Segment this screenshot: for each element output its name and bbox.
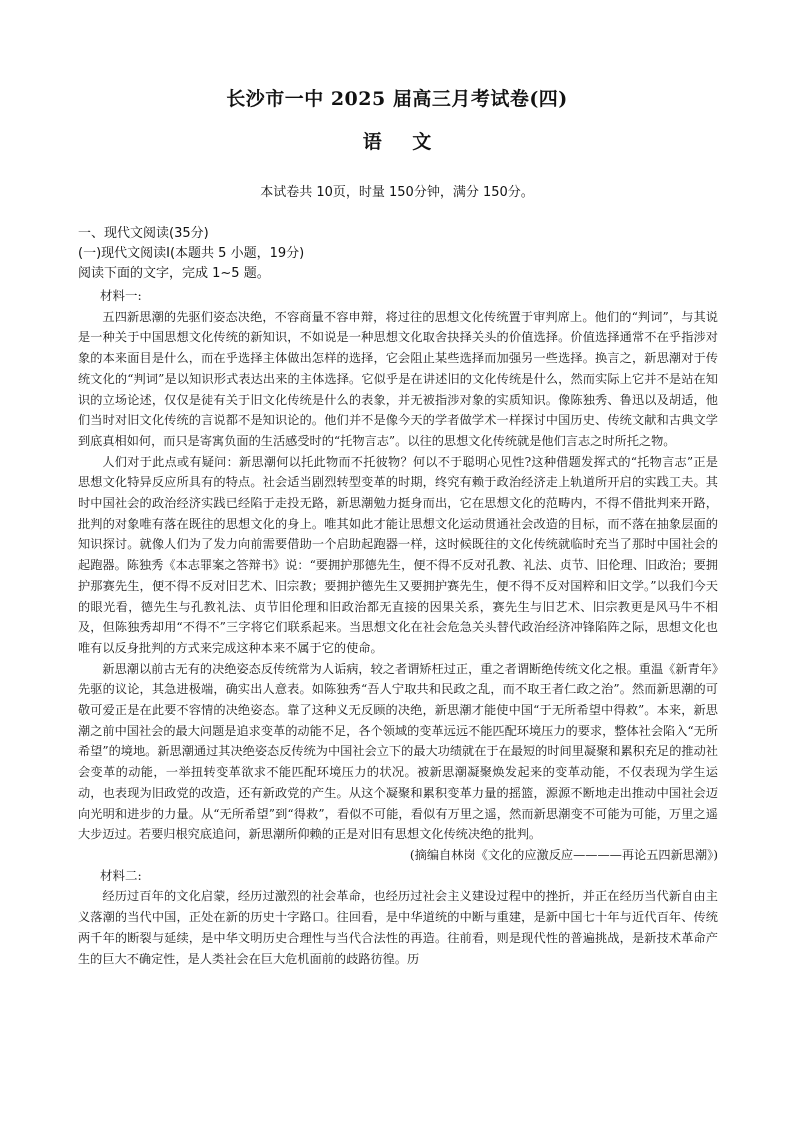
section-heading: 一、现代文阅读(35分) bbox=[78, 226, 209, 241]
exam-info: 本试卷共 10页，时量 150分钟，满分 150分。 bbox=[260, 185, 534, 200]
material-one-label: 材料一: bbox=[100, 288, 142, 303]
material-one bbox=[78, 286, 718, 969]
sub-section-heading: (一)现代文阅读Ⅰ(本题共 5 小题，19分) bbox=[78, 246, 305, 261]
material-two-paragraph-1: 经历过百年的文化启蒙，经历过激烈的社会革命，也经历过社会主义建设过程中的挫折，并正在经历当代新自由主义落潮的当代中国，正处在新的历史十字路口。往回看，是中华道统的中断与重建，是新中国七十年与近代百年、传统两千年的断裂与延续，是中华文明历史合理性与当代合法性的再造。往前看，则是现代性的普遍挑战，是新技术革命产生的巨大不确定性，是人类社会在巨大危机面前的歧路彷徨。历 bbox=[78, 889, 718, 966]
material-one-citation: (摘编自林岗《文化的应激反应————再论五四新思潮》) bbox=[409, 847, 718, 862]
subject-title: 语 文 bbox=[362, 131, 444, 153]
reading-instruction: 阅读下面的文字，完成 1~5 题。 bbox=[78, 266, 270, 281]
material-one-paragraph-1: 五四新思潮的先驱们姿态决绝，不容商量不容申辩，将过往的思想文化传统置于审判席上。他们的“判词”，与其说是一种关于中国思想文化传统的新知识，不如说是一种思想文化取舍抉择关头的价值选择。价值选择通常不在乎指涉对象的本来面目是什么，而在乎选择主体做出怎样的选择，它会阻止某些选择而加强另一些选择。换言之，新思潮对于传统文化的“判词”是以知识形式表达出来的主体选择。它似乎是在讲述旧的文化传统是什么，然而实际上它并不是站在知识的立场论述，仅仅是徒有关于旧文化传统是什么的表象，并无被指涉对象的实质知识。像陈独秀、鲁迅以及胡适，他们当时对旧文化传统的言说都不是知识论的。他们并不是像今天的学者做学术一样探讨中国历史、传统文献和古典文学到底真相如何，而只是寄寓负面的生活感受时的“托物言志”。以往的思想文化传统就是他们言志之时所托之物。 bbox=[78, 309, 718, 448]
material-one-paragraph-3: 新思潮以前古无有的决绝姿态反传统常为人诟病，较之者谓矫枉过正，重之者谓断绝传统文化之根。重温《新青年》先驱的议论，其急进极端，确实出人意表。如陈独秀“吾人宁取共和民政之乱，而不取王者仁政之治”。然而新思潮的可敬可爱正是在此要不容情的决绝姿态。靠了这种义无反顾的决绝，新思潮才能使中国“于无所希望中得救”。本来，新思潮之前中国社会的最大问题是追求变革的动能不足，各个领域的变革远远不能匹配环境压力的要求，整体社会陷入“无所希望”的境地。新思潮通过其决绝姿态反传统为中国社会立下的最大功绩就在于在最短的时间里凝聚和累积充足的推动社会变革的动能，一举扭转变革欲求不能匹配环境压力的状况。被新思潮凝聚焕发起来的变革动能，不仅表现为学生运动，也表现为旧政党的改造，还有新政党的产生。从这个凝聚和累积变革力量的摇篮，源源不断地走出推动中国社会迈向光明和进步的力量。从“无所希望”到“得救”，看似不可能，看似有万里之遥，然而新思潮变不可能为可能，万里之遥大步迈过。若要归根究底追问，新思潮所仰赖的正是对旧有思想文化传统决绝的批判。 bbox=[78, 661, 718, 842]
exam-title: 长沙市一中 2025 届高三月考试卷(四) bbox=[226, 88, 568, 110]
material-two-label: 材料二: bbox=[100, 867, 142, 883]
material-one-paragraph-2: 人们对于此点或有疑问：新思潮何以托此物而不托彼物？何以不于聪明心见性?这种借题发挥式的“托物言志”正是思想文化特异反应所具有的特点。社会适当剧烈转型变革的时期，终究有赖于政治经济走上轨道所开启的实践工夫。其时中国社会的政治经济实践已经陷于走投无路，新思潮勉力挺身而出，它在思想文化的范畴内，不得不借批判来开路，批判的对象唯有落在既往的思想文化的身上。唯其如此才能让思想文化运动贯通社会改造的目标，而不落在抽象层面的知识探讨。就像人们为了发力向前需要借助一个启助起跑器一样，这时候既往的文化传统就临时充当了那时中国社会的起跑器。陈独秀《本志罪案之答辩书》说：“要拥护那德先生，便不得不反对孔教、礼法、贞节、旧伦理、旧政治；要拥护那赛先生，便不得不反对旧艺术、旧宗教；要拥护德先生又要拥护赛先生，便不得不反对国粹和旧文学。”以我们今天的眼光看，德先生与孔教礼法、贞节旧伦理和旧政治都无直接的因果关系，赛先生与旧艺术、旧宗教更是风马牛不相及，但陈独秀却用“不得不”三字将它们联系起来。当思想文化在社会危急关头替代政治经济冲锋陷阵之际，思想文化也唯有以反身批判的方式来完成这种本来不属于它的使命。 bbox=[78, 454, 718, 655]
